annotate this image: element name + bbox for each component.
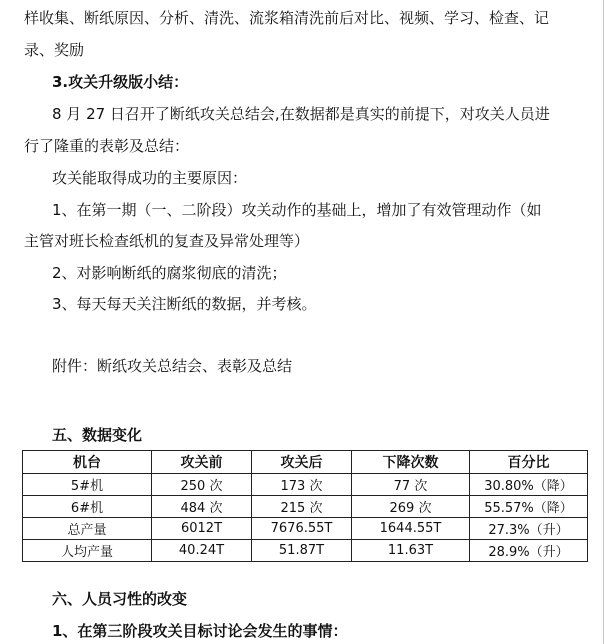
table-header-row bbox=[23, 451, 588, 474]
table-cell: 51.87T bbox=[252, 540, 352, 562]
data-change-table bbox=[22, 450, 588, 562]
list-item-continuation: 主管对班长检查纸机的复查及异常处理等） bbox=[24, 232, 310, 250]
table-cell: 250 次 bbox=[152, 474, 252, 496]
column-header: 攻关前 bbox=[152, 451, 252, 474]
table-cell: 28.9%（升） bbox=[470, 540, 588, 562]
table-cell: 5#机 bbox=[23, 474, 152, 496]
column-header: 下降次数 bbox=[352, 451, 470, 474]
list-item: 3、每天每天关注断纸的数据，并考核。 bbox=[52, 295, 317, 313]
column-header: 百分比 bbox=[470, 451, 588, 474]
table-cell: 55.57%（降） bbox=[470, 496, 588, 518]
paragraph-line: 8 月 27 日召开了断纸攻关总结会,在数据都是真实的前提下，对攻关人员进 bbox=[52, 105, 550, 123]
list-item: 2、对影响断纸的腐浆彻底的清洗； bbox=[52, 264, 287, 282]
table-cell: 484 次 bbox=[152, 496, 252, 518]
table-cell: 173 次 bbox=[252, 474, 352, 496]
table-cell: 27.3%（升） bbox=[470, 518, 588, 540]
column-header: 攻关后 bbox=[252, 451, 352, 474]
table-row bbox=[23, 518, 588, 540]
table-cell: 40.24T bbox=[152, 540, 252, 562]
list-item: 1、在第一期（一、二阶段）攻关动作的基础上，增加了有效管理动作（如 bbox=[52, 201, 542, 219]
table-cell: 7676.55T bbox=[252, 518, 352, 540]
subheading-summary: 3.攻关升级版小结： bbox=[52, 73, 189, 91]
table-cell: 269 次 bbox=[352, 496, 470, 518]
table-cell: 215 次 bbox=[252, 496, 352, 518]
table-cell: 人均产量 bbox=[23, 540, 152, 562]
table-cell: 11.63T bbox=[352, 540, 470, 562]
section-heading-data-changes: 五、数据变化 bbox=[52, 426, 143, 444]
subheading-discussion: 1、在第三阶段攻关目标讨论会发生的事情： bbox=[52, 622, 348, 640]
table-cell: 1644.55T bbox=[352, 518, 470, 540]
table-row bbox=[23, 496, 588, 518]
table-cell: 77 次 bbox=[352, 474, 470, 496]
paragraph-line: 行了隆重的表彰及总结： bbox=[24, 137, 190, 155]
table-cell: 6#机 bbox=[23, 496, 152, 518]
paragraph-line: 录、奖励 bbox=[24, 41, 85, 59]
section-heading-habits: 六、人员习性的改变 bbox=[52, 590, 188, 608]
table-row bbox=[23, 474, 588, 496]
table-cell: 30.80%（降） bbox=[470, 474, 588, 496]
table-cell: 6012T bbox=[152, 518, 252, 540]
table-cell: 总产量 bbox=[23, 518, 152, 540]
attachment-note: 附件：断纸攻关总结会、表彰及总结 bbox=[52, 357, 293, 375]
paragraph-line: 样收集、断纸原因、分析、清洗、流浆箱清洗前后对比、视频、学习、检查、记 bbox=[24, 9, 550, 27]
column-header: 机台 bbox=[23, 451, 152, 474]
table-row bbox=[23, 540, 588, 562]
paragraph-line: 攻关能取得成功的主要原因： bbox=[52, 169, 248, 187]
